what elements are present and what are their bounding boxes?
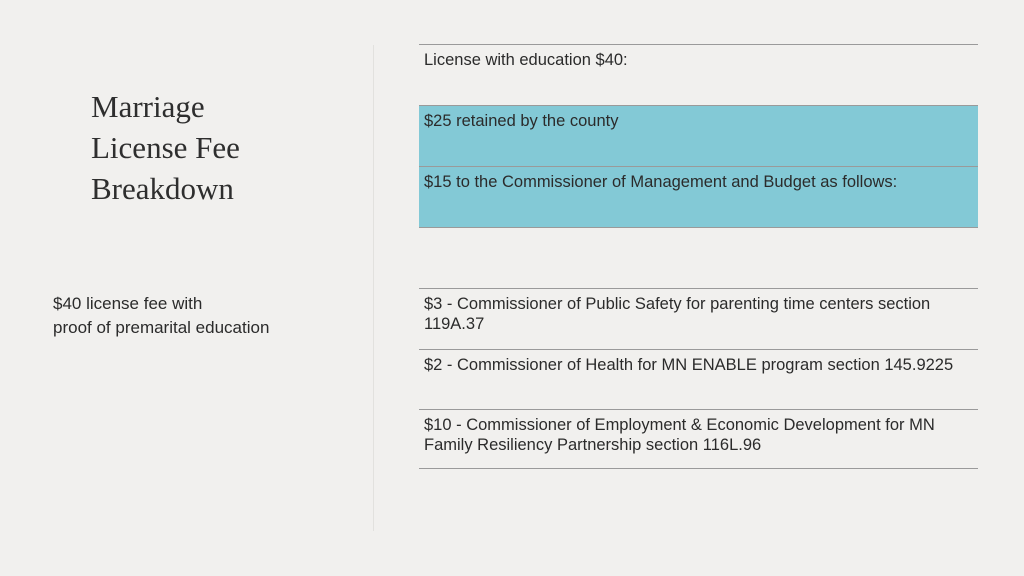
table-cell: $25 retained by the county	[424, 112, 619, 130]
table-cell: $3 - Commissioner of Public Safety for parenting time centers section 119A.37	[424, 295, 931, 333]
vertical-divider	[373, 45, 374, 531]
table-row-health	[419, 349, 978, 409]
table-row-employment	[419, 409, 978, 469]
table-cell: $2 - Commissioner of Health for MN ENABLE program section 145.9225	[424, 356, 954, 374]
table-row-commissioner	[419, 166, 978, 227]
slide-title-line: License Fee	[91, 130, 240, 165]
table-row-county	[419, 105, 978, 166]
table-cell: $10 - Commissioner of Employment & Economic Development for MN Family Resiliency Partnership section 116L.96	[424, 416, 935, 454]
slide-subtitle	[53, 292, 269, 340]
table-cell: License with education $40:	[424, 51, 628, 69]
slide-title-line: Marriage	[91, 89, 205, 124]
slide-subtitle-line: $40 license fee with	[53, 294, 203, 313]
table-row-public-safety	[419, 288, 978, 349]
table-row-empty	[419, 227, 978, 288]
slide-title-line: Breakdown	[91, 171, 234, 206]
table-row-header	[419, 44, 978, 105]
slide-title	[91, 86, 240, 209]
slide-subtitle-line: proof of premarital education	[53, 318, 270, 337]
fee-breakdown-table	[419, 44, 978, 469]
table-cell: $15 to the Commissioner of Management and Budget as follows:	[424, 173, 898, 191]
